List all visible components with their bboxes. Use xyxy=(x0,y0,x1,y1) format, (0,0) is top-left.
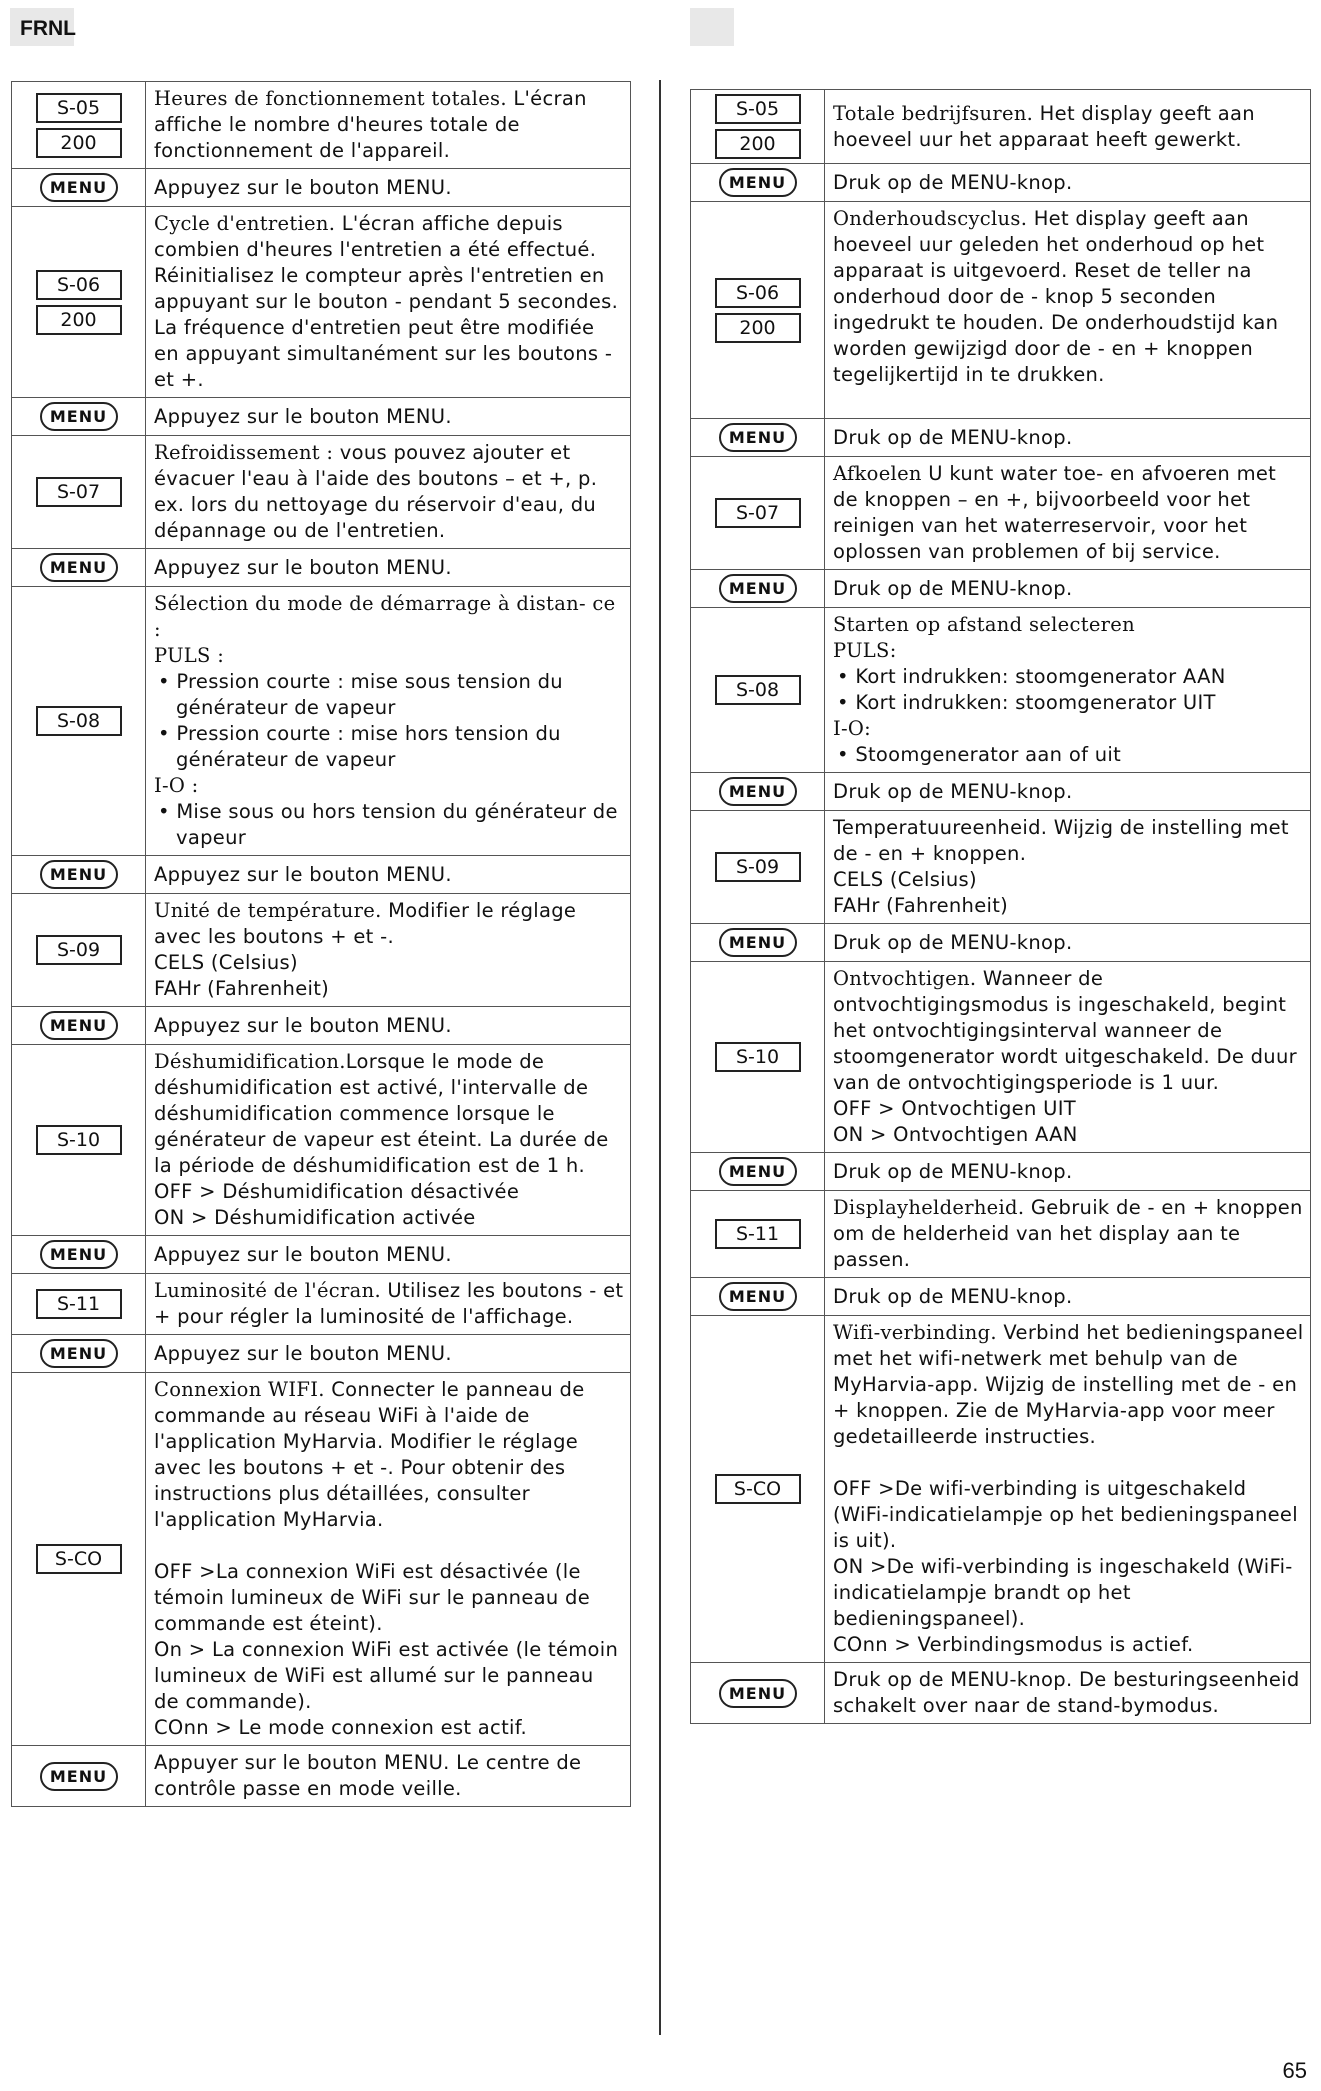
setting-row xyxy=(12,1274,631,1335)
bullet-text: Mise sous ou hors tension du générateur de vapeur xyxy=(176,800,618,849)
bullet-text: Pression courte : mise sous tension du générateur de vapeur xyxy=(176,670,563,719)
bullet-dot: • xyxy=(837,691,856,714)
display-code-stack xyxy=(12,706,145,736)
code-cell xyxy=(12,1373,146,1746)
description-cell xyxy=(146,1335,631,1373)
display-code-stack xyxy=(12,1125,145,1155)
menu-step-row xyxy=(691,570,1311,608)
setting-description: Het display geeft aan hoeveel uur het apparaat heeft gewerkt. xyxy=(833,101,1255,151)
menu-icon-cell xyxy=(12,1746,146,1807)
option-bullet xyxy=(154,721,624,773)
menu-step-row xyxy=(12,856,631,894)
menu-icon-cell xyxy=(12,1007,146,1045)
display-code: S-05 xyxy=(36,93,122,123)
code-cell xyxy=(691,608,825,773)
menu-button-icon: MENU xyxy=(719,423,797,452)
display-code-stack xyxy=(12,270,145,335)
setting-title: Luminosité de l'écran. xyxy=(154,1279,381,1302)
setting-line: ON > Déshumidification activée xyxy=(154,1206,476,1229)
setting-description: Het display geeft aan hoeveel uur geleden het onderhoud op het apparaat is uitgevoerd. Reset de teller na onderhoud door de - knop 5 seconden ingedrukt te houden. De onderhoudstijd kan worden gewijzigd door de - en + knoppen tegelijkertijd in te drukken. xyxy=(833,207,1279,386)
instruction-text: Appuyez sur le bouton MENU. xyxy=(154,1013,452,1037)
setting-title: Onderhoudscyclus. xyxy=(833,207,1028,230)
setting-line: FAHr (Fahrenheit) xyxy=(154,977,330,1000)
menu-icon-cell xyxy=(12,169,146,207)
setting-title: Afkoelen xyxy=(833,462,922,485)
menu-button-icon: MENU xyxy=(40,1339,118,1368)
menu-button-icon: MENU xyxy=(40,553,118,582)
menu-step-row xyxy=(691,773,1311,811)
menu-button-icon: MENU xyxy=(719,1679,797,1708)
setting-title: Refroidissement : xyxy=(154,441,334,464)
menu-button-icon: MENU xyxy=(719,1282,797,1311)
display-code: S-06 xyxy=(715,278,801,308)
display-code: 200 xyxy=(715,129,801,159)
option-bullet xyxy=(833,690,1304,716)
menu-icon-cell xyxy=(691,419,825,457)
nl-instruction-table xyxy=(690,89,1311,1724)
description-cell xyxy=(825,811,1311,924)
setting-description: L'écran affiche le nombre d'heures totale de fonctionnement de l'appareil. xyxy=(154,87,587,162)
code-cell xyxy=(12,1274,146,1335)
instruction-text: Druk op de MENU-knop. xyxy=(833,930,1073,954)
description-cell xyxy=(825,1663,1311,1724)
setting-row xyxy=(12,587,631,856)
description-cell xyxy=(146,549,631,587)
setting-line: ON >De wifi-verbinding is ingeschakeld (WiFi-indicatielampje brandt op het bedieningspaneel). xyxy=(833,1555,1293,1630)
menu-button-icon: MENU xyxy=(40,1762,118,1791)
setting-row xyxy=(691,202,1311,419)
menu-icon-cell xyxy=(12,398,146,436)
setting-row xyxy=(12,1373,631,1746)
option-bullet xyxy=(833,664,1304,690)
language-tab-fr-nl: FRNL xyxy=(10,8,74,46)
display-code: 200 xyxy=(36,128,122,158)
setting-description: vous pouvez ajouter et évacuer l'eau à l'aide des boutons – et +, p. ex. lors du nettoyage du réservoir d'eau, du dépannage ou de l'entretien. xyxy=(154,441,598,542)
instruction-text: Appuyez sur le bouton MENU. xyxy=(154,175,452,199)
menu-button-icon: MENU xyxy=(40,860,118,889)
display-code-stack xyxy=(12,1289,145,1319)
display-code: S-10 xyxy=(715,1042,801,1072)
instruction-text: Druk op de MENU-knop. xyxy=(833,779,1073,803)
menu-step-row xyxy=(12,1236,631,1274)
instruction-text: Druk op de MENU-knop. De besturingseenheid schakelt over naar de stand-bymodus. xyxy=(833,1668,1300,1717)
setting-row xyxy=(691,962,1311,1153)
setting-row xyxy=(12,436,631,549)
display-code-stack xyxy=(691,1042,824,1072)
bullet-text: Kort indrukken: stoomgenerator AAN xyxy=(855,665,1226,688)
display-code: S-05 xyxy=(715,94,801,124)
description-cell xyxy=(825,962,1311,1153)
description-cell xyxy=(146,856,631,894)
setting-row xyxy=(691,1316,1311,1663)
description-cell xyxy=(146,894,631,1007)
instruction-text: Appuyez sur le bouton MENU. xyxy=(154,555,452,579)
code-cell xyxy=(12,587,146,856)
setting-title: Wifi-verbinding. xyxy=(833,1321,997,1344)
menu-icon-cell xyxy=(691,773,825,811)
description-cell xyxy=(825,419,1311,457)
bullet-dot: • xyxy=(837,665,856,688)
display-code: S-09 xyxy=(715,852,801,882)
setting-title: Connexion WIFI. xyxy=(154,1378,325,1401)
code-cell xyxy=(691,1191,825,1278)
menu-button-icon: MENU xyxy=(719,1157,797,1186)
display-code: S-09 xyxy=(36,935,122,965)
display-code: S-11 xyxy=(36,1289,122,1319)
instruction-text: Druk op de MENU-knop. xyxy=(833,170,1073,194)
instruction-text: Appuyez sur le bouton MENU. xyxy=(154,1341,452,1365)
blank-line xyxy=(833,1450,1304,1476)
menu-step-row xyxy=(12,1746,631,1807)
display-code: S-CO xyxy=(715,1474,801,1504)
menu-icon-cell xyxy=(691,1663,825,1724)
instruction-text: Druk op de MENU-knop. xyxy=(833,1284,1073,1308)
description-cell xyxy=(146,398,631,436)
option-heading: I-O: xyxy=(833,717,872,740)
menu-step-row xyxy=(12,1007,631,1045)
menu-button-icon: MENU xyxy=(719,928,797,957)
setting-description: Lorsque le mode de déshumidification est activé, l'intervalle de déshumidification commence lorsque le générateur de vapeur est éteint. La durée de la période de déshumidification est de 1 h. xyxy=(154,1050,609,1177)
option-bullet xyxy=(154,799,624,851)
description-cell xyxy=(825,1191,1311,1278)
menu-icon-cell xyxy=(691,164,825,202)
instruction-text: Appuyez sur le bouton MENU. xyxy=(154,1242,452,1266)
description-cell xyxy=(146,1373,631,1746)
bullet-text: Kort indrukken: stoomgenerator UIT xyxy=(855,691,1216,714)
description-cell xyxy=(825,164,1311,202)
display-code-stack xyxy=(691,1219,824,1249)
bullet-text: Stoomgenerator aan of uit xyxy=(855,743,1122,766)
code-cell xyxy=(691,1316,825,1663)
setting-row xyxy=(12,1045,631,1236)
menu-icon-cell xyxy=(12,1236,146,1274)
blank-line xyxy=(833,388,1304,414)
bullet-dot: • xyxy=(158,722,177,745)
menu-icon-cell xyxy=(12,856,146,894)
menu-icon-cell xyxy=(12,549,146,587)
setting-row xyxy=(691,457,1311,570)
description-cell xyxy=(146,207,631,398)
instruction-text: Appuyez sur le bouton MENU. xyxy=(154,862,452,886)
description-cell xyxy=(825,773,1311,811)
code-cell xyxy=(12,894,146,1007)
menu-button-icon: MENU xyxy=(40,1011,118,1040)
display-code: S-CO xyxy=(36,1544,122,1574)
menu-icon-cell xyxy=(691,924,825,962)
setting-line: ON > Ontvochtigen AAN xyxy=(833,1123,1078,1146)
display-code-stack xyxy=(691,675,824,705)
description-cell xyxy=(825,570,1311,608)
column-divider xyxy=(659,80,661,2035)
description-cell xyxy=(825,1153,1311,1191)
code-cell xyxy=(691,90,825,164)
setting-line: OFF >De wifi-verbinding is uitgeschakeld (WiFi-indicatielampje op het bedieningspaneel is uit). xyxy=(833,1477,1298,1552)
menu-step-row xyxy=(691,1663,1311,1724)
setting-line: Temperatuureenheid. Wijzig de instelling met de - en + knoppen. xyxy=(833,816,1289,865)
blank-line xyxy=(154,1533,624,1559)
menu-step-row xyxy=(691,419,1311,457)
display-code-stack xyxy=(691,278,824,343)
description-cell xyxy=(825,1316,1311,1663)
setting-title: Ontvochtigen. xyxy=(833,967,977,990)
code-cell xyxy=(12,1045,146,1236)
menu-step-row xyxy=(691,164,1311,202)
instruction-text: Druk op de MENU-knop. xyxy=(833,425,1073,449)
description-cell xyxy=(825,457,1311,570)
display-code: 200 xyxy=(36,305,122,335)
setting-line: FAHr (Fahrenheit) xyxy=(833,894,1009,917)
menu-step-row xyxy=(12,398,631,436)
code-cell xyxy=(12,436,146,549)
setting-title: Displayhelderheid. xyxy=(833,1196,1025,1219)
setting-title: Heures de fonctionnement totales. xyxy=(154,87,507,110)
setting-row xyxy=(12,82,631,169)
menu-icon-cell xyxy=(691,1278,825,1316)
setting-title: Totale bedrijfsuren. xyxy=(833,101,1034,125)
bullet-dot: • xyxy=(158,670,177,693)
description-cell xyxy=(146,169,631,207)
instruction-text: Appuyer sur le bouton MENU. Le centre de contrôle passe en mode veille. xyxy=(154,1751,582,1800)
code-cell xyxy=(691,811,825,924)
bullet-dot: • xyxy=(837,743,856,766)
language-tab-blank xyxy=(690,8,734,46)
description-cell xyxy=(825,608,1311,773)
setting-row xyxy=(12,894,631,1007)
display-code-stack xyxy=(12,93,145,158)
code-cell xyxy=(691,202,825,419)
menu-button-icon: MENU xyxy=(40,1240,118,1269)
menu-step-row xyxy=(691,1153,1311,1191)
menu-step-row xyxy=(12,169,631,207)
display-code: S-11 xyxy=(715,1219,801,1249)
setting-title: Déshumidification. xyxy=(154,1050,346,1073)
setting-title: Sélection du mode de démarrage à distan- ce : xyxy=(154,592,616,641)
display-code: S-10 xyxy=(36,1125,122,1155)
display-code: S-08 xyxy=(36,706,122,736)
setting-description: Gebruik de - en + knoppen om de helderheid van het display aan te passen. xyxy=(833,1196,1303,1271)
setting-description: Utilisez les boutons - et + pour régler la luminosité de l'affichage. xyxy=(154,1279,624,1328)
display-code-stack xyxy=(691,1474,824,1504)
display-code: S-08 xyxy=(715,675,801,705)
fr-instruction-table xyxy=(11,81,631,1807)
setting-title: Unité de température. xyxy=(154,899,382,922)
description-cell xyxy=(146,82,631,169)
option-bullet xyxy=(154,669,624,721)
description-cell xyxy=(146,587,631,856)
menu-step-row xyxy=(12,549,631,587)
setting-title: Cycle d'entretien. xyxy=(154,212,336,235)
menu-icon-cell xyxy=(691,1153,825,1191)
setting-line: COnn > Verbindingsmodus is actief. xyxy=(833,1633,1194,1656)
description-cell xyxy=(146,1007,631,1045)
setting-description: Modifier le réglage avec les boutons + et -. xyxy=(154,899,577,948)
setting-line: OFF > Déshumidification désactivée xyxy=(154,1180,520,1203)
display-code: S-07 xyxy=(715,498,801,528)
option-heading: I-O : xyxy=(154,774,199,797)
menu-button-icon: MENU xyxy=(40,402,118,431)
description-cell xyxy=(825,90,1311,164)
menu-icon-cell xyxy=(12,1335,146,1373)
display-code: S-06 xyxy=(36,270,122,300)
setting-row xyxy=(691,811,1311,924)
setting-row xyxy=(691,90,1311,164)
bullet-text: Pression courte : mise hors tension du générateur de vapeur xyxy=(176,722,561,771)
display-code-stack xyxy=(12,1544,145,1574)
menu-step-row xyxy=(691,1278,1311,1316)
description-cell xyxy=(825,1278,1311,1316)
description-cell xyxy=(825,924,1311,962)
bullet-dot: • xyxy=(158,800,177,823)
menu-button-icon: MENU xyxy=(719,168,797,197)
description-cell xyxy=(825,202,1311,419)
setting-row xyxy=(691,1191,1311,1278)
setting-description: Connecter le panneau de commande au réseau WiFi à l'aide de l'application MyHarvia. Modifier le réglage avec les boutons + et -. Pour obtenir des instructions plus détaillées, consulter l'application MyHarvia. xyxy=(154,1378,585,1531)
display-code: S-07 xyxy=(36,477,122,507)
code-cell xyxy=(691,457,825,570)
instruction-text: Appuyez sur le bouton MENU. xyxy=(154,404,452,428)
code-cell xyxy=(691,962,825,1153)
description-cell xyxy=(146,436,631,549)
display-code-stack xyxy=(12,935,145,965)
setting-line: OFF >La connexion WiFi est désactivée (le témoin lumineux de WiFi sur le panneau de commande est éteint). xyxy=(154,1560,591,1635)
option-bullet xyxy=(833,742,1304,768)
setting-line: CELS (Celsius) xyxy=(154,951,298,974)
setting-description: L'écran affiche depuis combien d'heures l'entretien a été effectué. Réinitialisez le compteur après l'entretien en appuyant sur le bouton - pendant 5 secondes. La fréquence d'entretien peut être modifiée en appuyant simultanément sur les boutons - et +. xyxy=(154,212,619,391)
description-cell xyxy=(146,1274,631,1335)
display-code-stack xyxy=(691,498,824,528)
code-cell xyxy=(12,207,146,398)
menu-button-icon: MENU xyxy=(719,777,797,806)
setting-description: U kunt water toe- en afvoeren met de knoppen – en +, bijvoorbeeld voor het reinigen van het waterreservoir, voor het oplossen van problemen of bij service. xyxy=(833,462,1277,563)
description-cell xyxy=(146,1045,631,1236)
option-heading: PULS: xyxy=(833,639,897,662)
description-cell xyxy=(146,1236,631,1274)
code-cell xyxy=(12,82,146,169)
setting-description: Verbind het bedieningspaneel met het wifi-netwerk met behulp van de MyHarvia-app. Wijzig de instelling met de - en + knoppen. Zie de MyHarvia-app voor meer gedetailleerde instructies. xyxy=(833,1321,1304,1448)
instruction-text: Druk op de MENU-knop. xyxy=(833,576,1073,600)
display-code-stack xyxy=(691,94,824,159)
setting-description: Wanneer de ontvochtigingsmodus is ingeschakeld, begint het ontvochtigingsinterval wanneer de stoomgenerator wordt uitgeschakeld. De duur van de ontvochtigingsperiode is 1 uur. xyxy=(833,967,1297,1094)
instruction-text: Druk op de MENU-knop. xyxy=(833,1159,1073,1183)
page-number: 65 xyxy=(1282,2058,1307,2083)
menu-step-row xyxy=(691,924,1311,962)
display-code-stack xyxy=(691,852,824,882)
setting-line: OFF > Ontvochtigen UIT xyxy=(833,1097,1076,1120)
option-heading: PULS : xyxy=(154,644,225,667)
setting-title: Starten op afstand selecteren xyxy=(833,613,1135,636)
setting-line: COnn > Le mode connexion est actif. xyxy=(154,1716,527,1739)
menu-button-icon: MENU xyxy=(719,574,797,603)
menu-button-icon: MENU xyxy=(40,173,118,202)
description-cell xyxy=(146,1746,631,1807)
setting-row xyxy=(12,207,631,398)
display-code: 200 xyxy=(715,313,801,343)
menu-step-row xyxy=(12,1335,631,1373)
display-code-stack xyxy=(12,477,145,507)
setting-row xyxy=(691,608,1311,773)
setting-line: On > La connexion WiFi est activée (le témoin lumineux de WiFi est allumé sur le panneau de commande). xyxy=(154,1638,619,1713)
setting-line: CELS (Celsius) xyxy=(833,868,977,891)
menu-icon-cell xyxy=(691,570,825,608)
